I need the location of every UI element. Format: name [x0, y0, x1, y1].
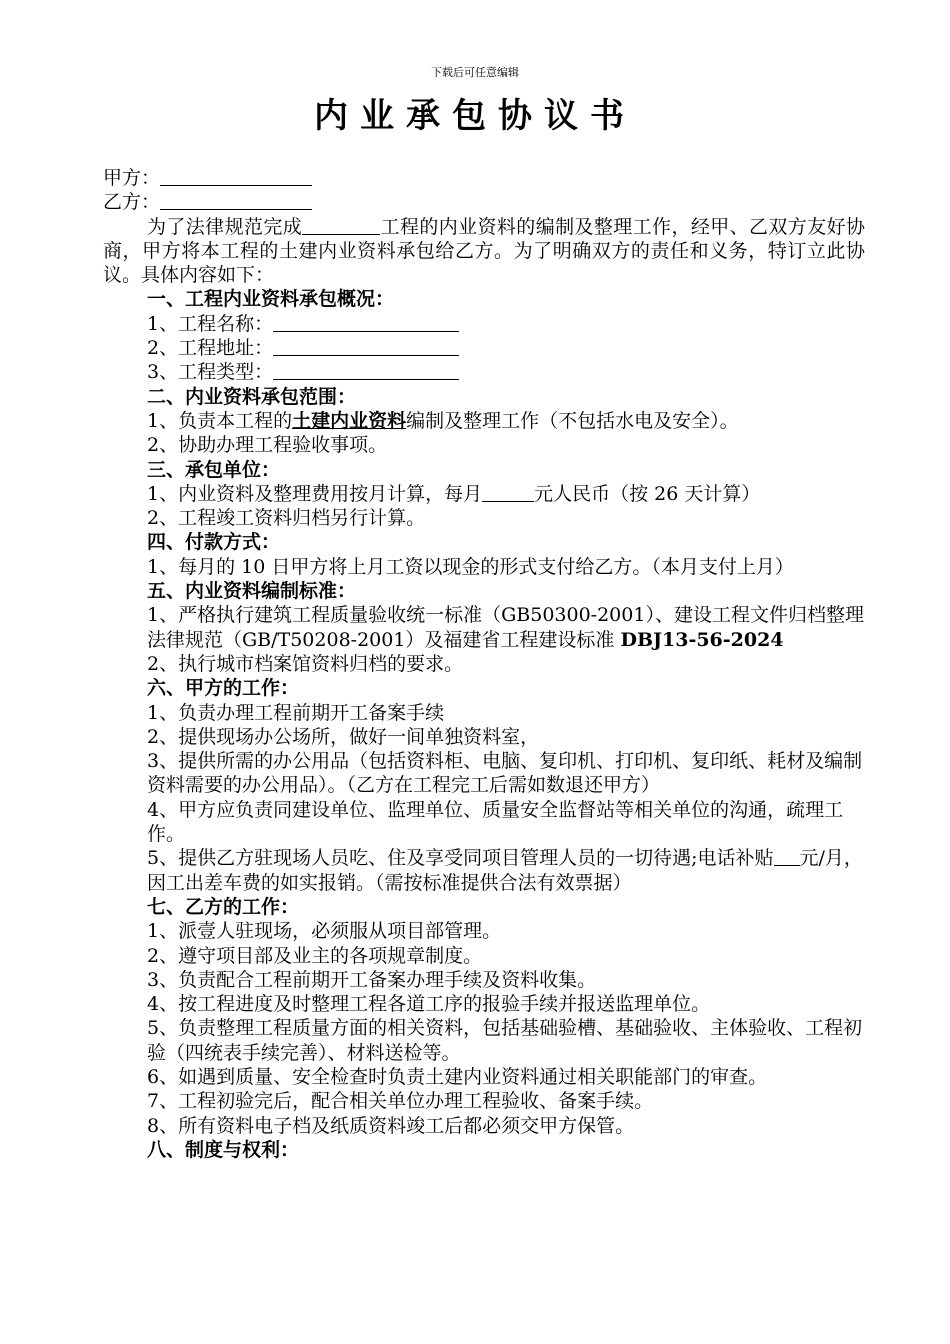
s7-item-6: 6、如遇到质量、安全检查时负责土建内业资料通过相关职能部门的审查。	[147, 1065, 768, 1088]
s2-item-1: 1、负责本工程的土建内业资料编制及整理工作（不包括水电及安全）。	[147, 409, 739, 432]
section-6-heading: 六、甲方的工作：	[147, 677, 300, 700]
s3-item-1: 1、内业资料及整理费用按月计算，每月 元人民币（按 26 天计算）	[147, 482, 761, 505]
intro-pre: 为了法律规范完成	[147, 215, 303, 238]
party-b-label: 乙方：	[103, 191, 161, 214]
s6-item-2: 2、提供现场办公场所，做好一间单独资料室，	[147, 725, 540, 748]
project-type-blank	[273, 361, 459, 380]
s3-item-2: 2、工程竣工资料归档另行计算。	[147, 507, 426, 530]
party-a-line	[103, 166, 865, 190]
monthly-fee-blank	[482, 483, 534, 502]
project-name-blank	[302, 216, 380, 235]
project-name-field-blank	[273, 313, 459, 332]
project-address-blank	[273, 337, 459, 356]
s6-item-1: 1、负责办理工程前期开工备案手续	[147, 701, 445, 724]
section-7-heading: 七、乙方的工作：	[147, 895, 300, 918]
phone-allowance-blank	[774, 847, 800, 866]
s7-item-5: 5、负责整理工程质量方面的相关资料，包括基础验槽、基础验收、主体验收、工程初验（四统表手续完善）、材料送检等。	[147, 1017, 863, 1064]
section-1-heading: 一、工程内业资料承包概况：	[147, 288, 395, 311]
s7-item-3: 3、负责配合工程前期开工备案办理手续及资料收集。	[147, 968, 597, 991]
section-4-heading: 四、付款方式：	[147, 531, 281, 554]
party-a-blank	[160, 167, 312, 186]
document-title: 内业承包协议书	[314, 96, 636, 136]
s7-item-2: 2、遵守项目部及业主的各项规章制度。	[147, 944, 483, 967]
s1-item-3: 3、工程类型：	[103, 360, 865, 384]
s6-item-3: 3、提供所需的办公用品（包括资料柜、电脑、复印机、打印机、复印纸、耗材及编制资料需要的办公用品）。（乙方在工程完工后需如数退还甲方）	[147, 750, 863, 797]
party-b-line	[103, 190, 865, 214]
s5-item-1: 1、严格执行建筑工程质量验收统一标准（GB50300-2001）、建设工程文件归档整理法律规范（GB/T50208-2001）及福建省工程建设标准 DBJ13-56-2024	[147, 604, 864, 651]
s7-item-4: 4、按工程进度及时整理工程各道工序的报验手续并报送监理单位。	[147, 993, 711, 1016]
party-b-blank	[160, 191, 312, 210]
party-a-label: 甲方：	[103, 167, 161, 189]
s7-item-1: 1、派壹人驻现场，必须服从项目部管理。	[147, 920, 502, 943]
intro-post: 工程的内业资料的编制及整理工作，经甲、乙双方友好协商，甲方将本工程的土建内业资料承包给乙方。为了明确双方的责任和义务，特订立此协议。具体内容如下：	[103, 215, 865, 287]
s1-item-1: 1、工程名称：	[103, 312, 865, 336]
s7-item-8: 8、所有资料电子档及纸质资料竣工后都必须交甲方保管。	[147, 1114, 635, 1137]
dbj-standard-code: DBJ13-56-2024	[620, 628, 784, 651]
intro-paragraph	[103, 215, 865, 288]
s2-item-2: 2、协助办理工程验收事项。	[147, 434, 388, 457]
section-5-heading: 五、内业资料编制标准：	[147, 580, 357, 603]
s1-item-2: 2、工程地址：	[103, 336, 865, 360]
civil-docs-underlined: 土建内业资料	[292, 409, 407, 432]
s5-item-2: 2、执行城市档案馆资料归档的要求。	[147, 652, 464, 675]
s7-item-7: 7、工程初验完后，配合相关单位办理工程验收、备案手续。	[147, 1090, 654, 1113]
section-8-heading: 八、制度与权利：	[147, 1138, 300, 1161]
header-note: 下载后可任意编辑	[431, 66, 519, 79]
s4-item-1: 1、每月的 10 日甲方将上月工资以现金的形式支付给乙方。（本月支付上月）	[147, 555, 794, 578]
section-2-heading: 二、内业资料承包范围：	[147, 385, 357, 408]
section-3-heading: 三、承包单位：	[147, 458, 281, 481]
s6-item-4: 4、甲方应负责同建设单位、监理单位、质量安全监督站等相关单位的沟通，疏理工作。	[147, 798, 844, 846]
document-body	[103, 166, 865, 1162]
s6-item-5: 5、提供乙方驻现场人员吃、住及享受同项目管理人员的一切待遇;电话补贴 元/月，因工出差车费的如实报销。（需按标准提供合法有效票据）	[147, 847, 863, 894]
